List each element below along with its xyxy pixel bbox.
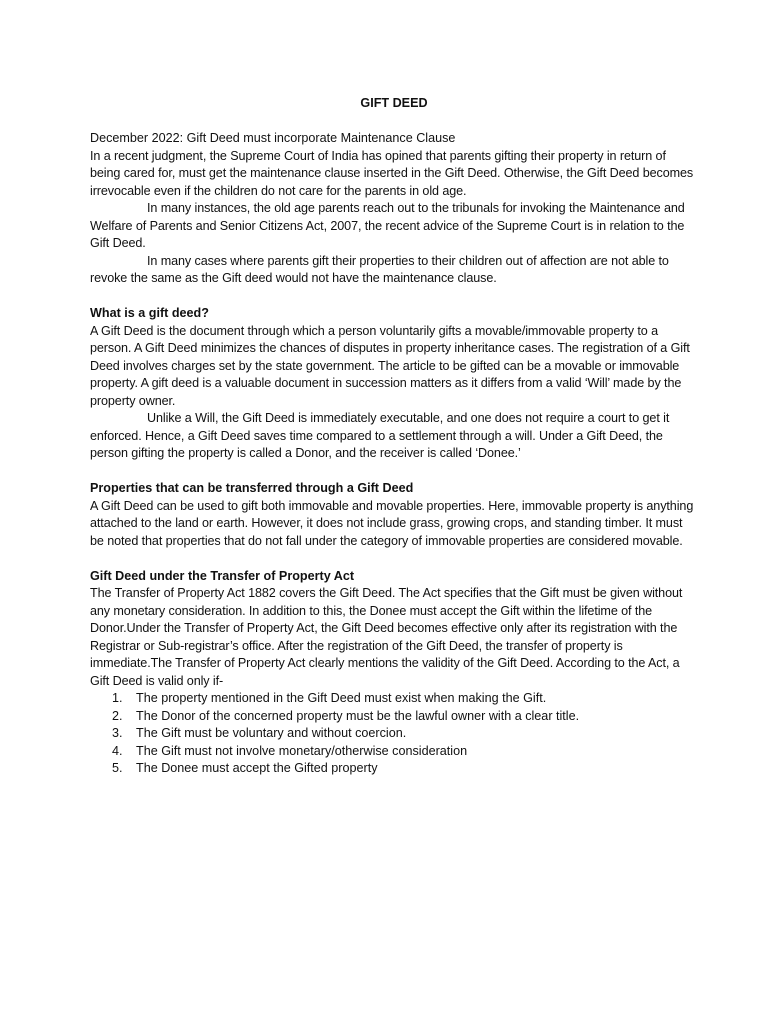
paragraph: Unlike a Will, the Gift Deed is immediately executable, and one does not require a court to get it enforced. Hence, a Gift Deed saves time compared to a settlement through a will. Under a Gift Deed, the person gifting the property is called a Donor, and the receiver is called ‘Donee.’ [90, 411, 670, 460]
list-item-text: The Donee must accept the Gifted property [136, 761, 378, 775]
document-title: GIFT DEED [360, 96, 428, 110]
list-item-text: The Donor of the concerned property must be the lawful owner with a clear title. [136, 708, 580, 723]
list-item [112, 725, 698, 743]
section-heading: Properties that can be transferred through a Gift Deed [90, 481, 414, 495]
paragraph: In many cases where parents gift their properties to their children out of affection are not able to revoke the same as the Gift deed would not have the maintenance clause. [90, 253, 669, 285]
section-heading: December 2022: Gift Deed must incorporate Maintenance Clause [90, 131, 456, 145]
section-heading: Gift Deed under the Transfer of Property Act [90, 568, 355, 583]
list-item-number: 1. [112, 691, 123, 705]
section-what-is-gift-deed [90, 305, 698, 463]
paragraph: A Gift Deed is the document through which a person voluntarily gifts a movable/immovable property to a person. A Gift Deed minimizes the chances of disputes in property inheritance cases. The registration of a Gift Deed involves charges set by the state government. The article to be gifted can be a movable or immovable property. A gift deed is a valuable document in succession matters as it differs from a valid ‘Will’ made by the property owner. [90, 323, 690, 408]
paragraph: In many instances, the old age parents reach out to the tribunals for invoking the Maintenance and Welfare of Parents and Senior Citizens Act, 2007, the recent advice of the Supreme Court is in relation to the Gift Deed. [90, 201, 685, 250]
list-item-text: The Gift must not involve monetary/otherwise consideration [136, 743, 468, 758]
list-item-text: The property mentioned in the Gift Deed must exist when making the Gift. [136, 691, 547, 705]
list-item-text: The Gift must be voluntary and without coercion. [136, 726, 407, 740]
paragraph: The Transfer of Property Act 1882 covers the Gift Deed. The Act specifies that the Gift must be given without any monetary consideration. In addition to this, the Donee must accept the Gift within the lifetime of the Donor.Under the Transfer of Property Act, the Gift Deed becomes effective only after its registration with the Registrar or Sub-registrar’s office. After the registration of the Gift Deed, the transfer of property is immediate.The Transfer of Property Act clearly mentions the validity of the Gift Deed. According to the Act, a Gift Deed is valid only if- [90, 586, 683, 688]
section-heading: What is a gift deed? [90, 306, 209, 320]
list-item-number: 2. [112, 708, 123, 723]
list-item [112, 743, 698, 761]
section-transferable-properties [90, 480, 698, 550]
section-transfer-of-property-act [90, 568, 698, 778]
list-item-number: 3. [112, 726, 123, 740]
paragraph: A Gift Deed can be used to gift both immovable and movable properties. Here, immovable property is anything attached to the land or earth. However, it does not include grass, growing crops, and standing timber. It must be noted that properties that do not fall under the category of immovable properties are considered movable. [90, 498, 694, 548]
list-item [112, 690, 698, 708]
list-item [112, 760, 698, 778]
list-item-number: 4. [112, 743, 123, 758]
paragraph: In a recent judgment, the Supreme Court of India has opined that parents gifting their property in return of being cared for, must get the maintenance clause inserted in the Gift Deed. Otherwise, the Gift Deed becomes irrevocable even if the children do not care for the parents in old age. [90, 148, 694, 198]
section-maintenance-clause [90, 130, 698, 288]
list-item-number: 5. [112, 761, 123, 775]
list-item [112, 708, 698, 726]
validity-conditions-list [90, 690, 698, 778]
